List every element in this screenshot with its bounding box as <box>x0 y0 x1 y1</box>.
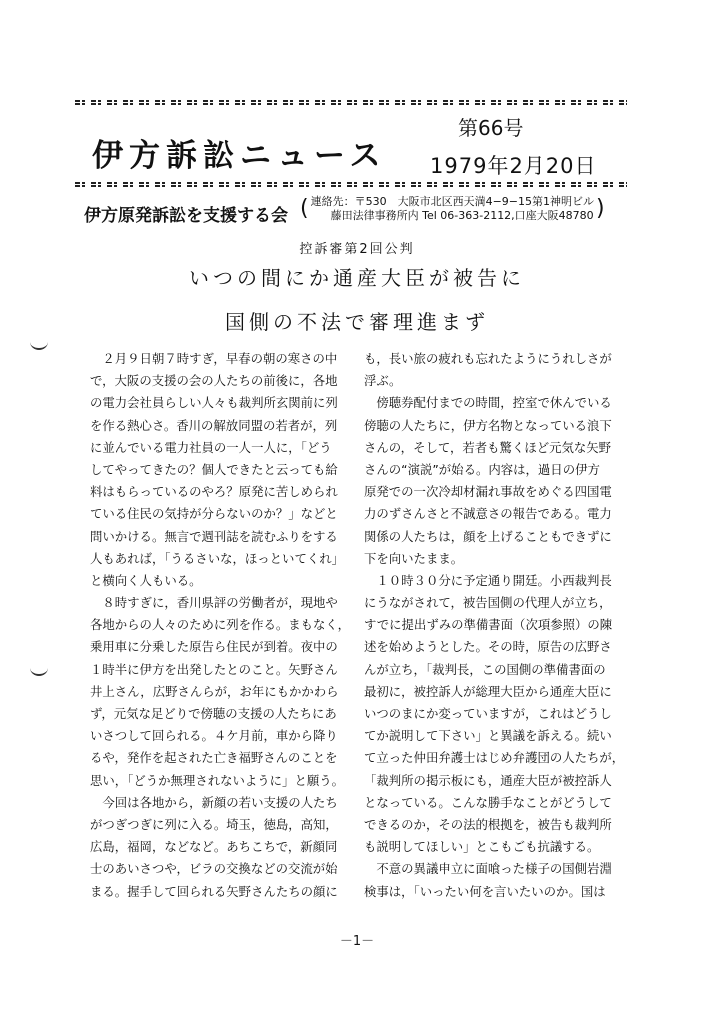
punch-hole-mark <box>30 334 48 350</box>
text-line: 関係の人たちは，顔を上げることもできずに <box>364 528 612 544</box>
article-kicker: 控訴審第2回公判 <box>299 242 415 257</box>
text-line: を作る熱心さ。香川の解放同盟の若者が，列 <box>90 417 338 433</box>
text-line: 各地からの人々のために列を作る。まもなく， <box>90 617 350 633</box>
top-dotted-rule <box>75 100 627 105</box>
text-line: の電力会社員らしい人々も裁判所玄関前に列 <box>90 395 338 411</box>
text-line: ２月９日朝７時すぎ，早春の朝の寒さの中 <box>90 351 338 366</box>
headline: いつの間にか通産大臣が被告に <box>189 266 525 290</box>
text-line: できるのか，その法的根拠を，被告も裁判所 <box>364 816 612 832</box>
text-line: 下を向いたまま。 <box>364 550 464 566</box>
text-line: ず，元気な足どりで傍聴の支援の人たちにあ <box>90 706 337 721</box>
text-line: してやってきたの？個人できたと云っても給 <box>90 461 338 477</box>
bottom-dotted-rule <box>75 182 627 187</box>
text-line: 広島，福岡，などなど。あちこちで，新顔同 <box>90 839 338 855</box>
text-line: で，大阪の支援の会の人たちの前後に，各地 <box>90 373 338 389</box>
contact-line-2: 藤田法律事務所内 Tel 06-363-2112,口座大阪48780 <box>330 209 594 222</box>
contact-line-1: 連絡先：〒530 大阪市北区西天満4−9−15第1神明ビル <box>310 195 595 208</box>
text-line: すでに提出ずみの準備書面（次項参照）の陳 <box>364 617 613 633</box>
text-line: さんの，そして，若者も驚くほど元気な矢野 <box>364 439 612 455</box>
text-line: 井上さん，広野さんらが，お年にもかかわら <box>90 683 339 699</box>
subheadline: 国側の不法で審理進まず <box>225 310 489 334</box>
text-line: がつぎつぎに列に入る。埼玉，徳島，高知， <box>90 816 338 832</box>
text-line: 料はもらっているのやろ？原発に苦しめられ <box>90 484 338 500</box>
contact-info: ( 連絡先：〒530 大阪市北区西天満4−9−15第1神明ビル 藤田法律事務所内 Tel 06-363-2112,口座大阪48780 ) <box>300 195 605 222</box>
issue-number: 第66号 <box>458 116 524 140</box>
text-line: まる。握手して回られる矢野さんたちの顔に <box>90 883 338 899</box>
text-line: さんの“演説”が始る。内容は，過日の伊方 <box>364 461 600 477</box>
text-line: 今回は各地から，新顔の若い支援の人たち <box>90 794 338 810</box>
text-line: と横向く人もいる。 <box>90 572 202 588</box>
text-line: 力のずさんさと不誠意さの報告である。電力 <box>364 506 612 522</box>
text-line: 人もあれば，「うるさいな，ほっといてくれ」 <box>90 550 345 566</box>
text-line: にうながされて，被告国側の代理人が立ち， <box>364 595 612 611</box>
text-line: ８時すぎに，香川県評の労働者が，現地や <box>90 595 338 611</box>
text-line: 述を始めようとした。その時，原告の広野さ <box>364 639 612 655</box>
text-line: るや，発作を起された亡き福野さんのことを <box>90 750 338 766</box>
text-line: ている住民の気持が分らないのか？」などと <box>90 506 338 522</box>
text-line: んが立ち，「裁判長，この国側の準備書面の <box>364 661 606 677</box>
text-line: 傍聴券配付までの時間，控室で休んでいる <box>364 395 612 411</box>
newsletter-title: 伊方訴訟ニュース <box>92 138 387 174</box>
text-line: 原発での一次冷却材漏れ事故をめぐる四国電 <box>364 484 612 500</box>
text-line: 不意の異議申立に面喰った様子の国側岩淵 <box>364 861 612 877</box>
text-line: 検事は，「いったい何を言いたいのか。国は <box>364 883 606 899</box>
issue-date: 1979年2月20日 <box>430 154 597 178</box>
text-line: も説明してほしい」とこもごも抗議する。 <box>364 839 600 855</box>
text-line: 浮ぶ。 <box>364 373 402 389</box>
article-column-left <box>90 348 354 903</box>
text-line: いつのまにか変っていますが，これはどうし <box>364 706 612 721</box>
text-line: 乗用車に分乗した原告ら住民が到着。夜中の <box>90 639 338 655</box>
text-line: 問いかける。無言で週刊誌を読むふりをする <box>90 528 338 544</box>
text-line: 「裁判所の掲示板にも，通産大臣が被控訴人 <box>364 772 612 788</box>
organization-name: 伊方原発訴訟を支援する会 <box>84 206 288 226</box>
text-line: も，長い旅の疲れも忘れたようにうれしさが <box>364 351 612 366</box>
text-line: １０時３０分に予定通り開廷。小西裁判長 <box>364 572 612 588</box>
punch-hole-mark <box>30 660 48 676</box>
text-line: 士のあいさつや，ビラの交換などの交流が始 <box>90 861 338 877</box>
text-line: １時半に伊方を出発したとのこと。矢野さん <box>90 661 338 677</box>
text-line: てか説明して下さい」と異議を訴える。続い <box>364 728 612 744</box>
text-line: 思い，「どうか無理されないように」と願う。 <box>90 772 345 788</box>
text-line: 最初に，被控訴人が総理大臣から通産大臣に <box>364 683 612 699</box>
text-line: いさつして回られる。４ケ月前，車から降り <box>90 728 338 744</box>
article-column-right <box>364 348 628 903</box>
page-number: －1－ <box>339 934 375 949</box>
text-line: に並んでいる電力社員の一人一人に，「どう <box>90 439 332 455</box>
text-line: 傍聴の人たちに，伊方名物となっている浪下 <box>364 417 612 433</box>
text-line: て立った仲田弁護士はじめ弁護団の人たちが， <box>364 750 625 766</box>
text-line: となっている。こんな勝手なことがどうして <box>364 794 612 810</box>
